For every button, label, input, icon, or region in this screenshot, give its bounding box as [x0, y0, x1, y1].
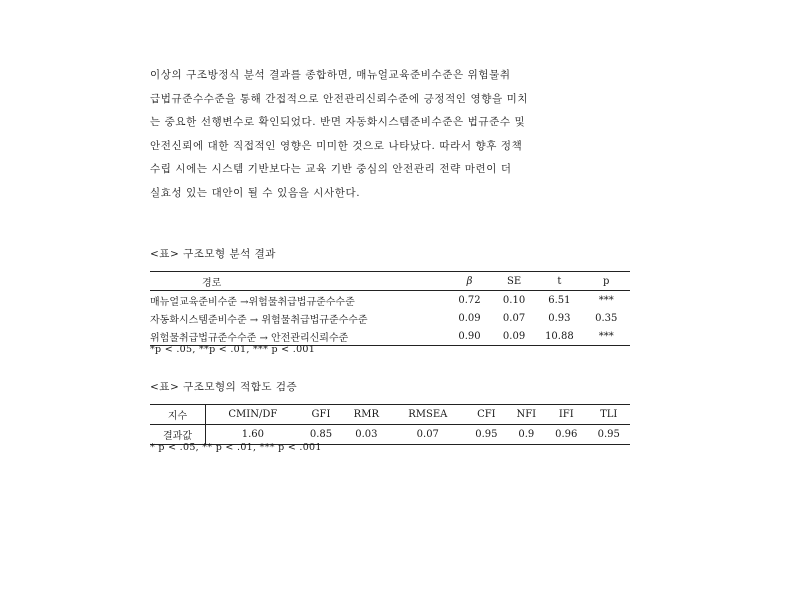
paragraph-line: 이상의 구조방정식 분석 결과를 종합하면, 매뉴얼교육준비수준은 위험물취	[150, 69, 511, 81]
paragraph-line: 급법규준수수준을 통해 간접적으로 안전관리신뢰수준에 긍정적인 영향을 미치	[150, 92, 529, 105]
cell-nfi: 0.9	[518, 429, 535, 440]
header-index: 지수	[150, 405, 206, 425]
table-header-row	[150, 405, 630, 425]
structural-model-table	[150, 271, 630, 346]
header-cmin-df: CMIN/DF	[228, 409, 278, 420]
cell-t: 10.88	[545, 330, 574, 342]
cell-p: 0.35	[595, 312, 618, 324]
table-row	[150, 327, 630, 346]
paragraph-line: 는 중요한 선행변수로 확인되었다. 반면 자동화시스템준비수준은 법규준수 및	[150, 116, 526, 129]
cell-path: 매뉴얼교육준비수준 →위험물취급법규준수수준	[150, 296, 355, 308]
header-rmr: RMR	[353, 409, 379, 420]
table1-significance-note: *p < .05, **p < .01, *** p < .001	[150, 344, 316, 355]
cell-se: 0.09	[502, 330, 526, 342]
paragraph-line: 실효성 있는 대안이 될 수 있음을 시사한다.	[150, 186, 361, 199]
header-gfi: GFI	[311, 409, 331, 420]
table-row	[150, 291, 630, 310]
cell-p: ***	[598, 330, 614, 342]
table2-significance-note: * p < .05, ** p < .01, *** p < .001	[150, 442, 322, 453]
cell-rmsea: 0.07	[416, 429, 439, 440]
cell-tli: 0.95	[597, 429, 620, 440]
cell-p: ***	[598, 294, 614, 306]
paragraph-line: 수립 시에는 시스템 기반보다는 교육 기반 중심의 안전관리 전략 마련이 더	[150, 163, 512, 176]
cell-ifi: 0.96	[555, 429, 578, 440]
header-rmsea: RMSEA	[408, 409, 448, 420]
cell-t: 6.51	[548, 294, 571, 306]
body-paragraph	[150, 64, 655, 206]
table2-caption: <표> 구조모형의 적합도 검증	[150, 381, 298, 393]
table-header-row	[150, 272, 630, 291]
table1-caption: <표> 구조모형 분석 결과	[150, 248, 276, 260]
cell-rmr: 0.03	[355, 429, 378, 440]
cell-cmin-df: 1.60	[241, 429, 264, 440]
header-se: SE	[506, 275, 522, 287]
cell-se: 0.10	[502, 294, 526, 306]
cell-path: 자동화시스템준비수준 → 위험물취급법규준수수준	[150, 314, 368, 326]
paragraph-line: 안전신뢰에 대한 직접적인 영향은 미미한 것으로 나타났다. 따라서 향후 정책	[150, 139, 523, 152]
cell-cfi: 0.95	[475, 429, 498, 440]
header-path: 경로	[202, 277, 222, 289]
cell-beta: 0.72	[458, 294, 481, 306]
table-row	[150, 309, 630, 327]
header-beta: β	[466, 275, 473, 287]
cell-se: 0.07	[502, 312, 526, 324]
header-nfi: NFI	[516, 409, 537, 420]
header-tli: TLI	[600, 409, 618, 420]
cell-t: 0.93	[548, 312, 571, 324]
cell-gfi: 0.85	[309, 429, 333, 440]
cell-path: 위험물취급법규준수수준 → 안전관리신뢰수준	[150, 332, 349, 344]
header-p: p	[603, 275, 610, 287]
cell-label: 결과값	[150, 425, 206, 445]
cell-beta: 0.90	[458, 330, 481, 342]
header-ifi: IFI	[558, 409, 574, 420]
header-t: t	[557, 275, 562, 287]
cell-beta: 0.09	[458, 312, 481, 324]
header-cfi: CFI	[477, 409, 496, 420]
model-fit-table	[150, 404, 630, 445]
